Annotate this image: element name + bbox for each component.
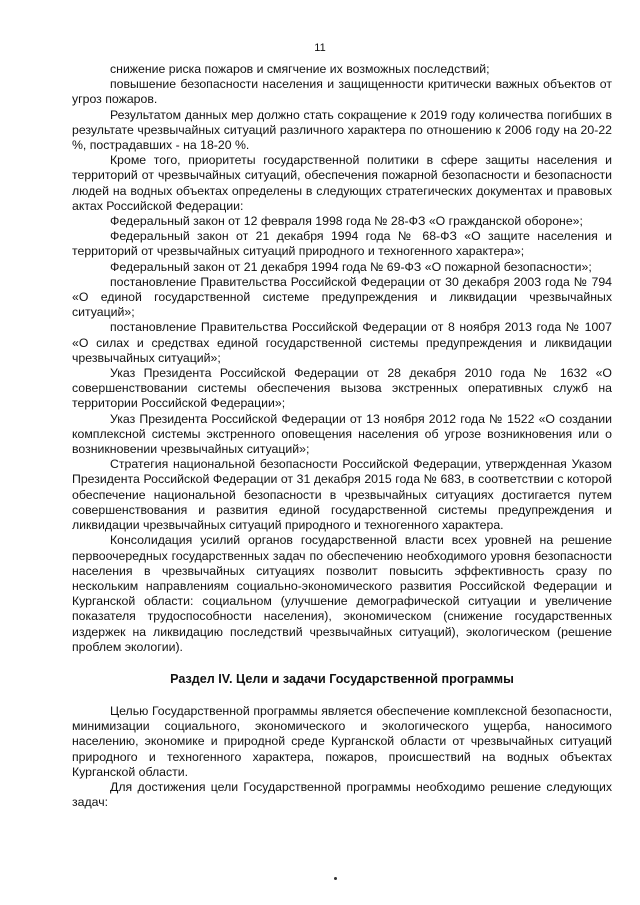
- paragraph: снижение риска пожаров и смягчение их возможных последствий;: [110, 62, 490, 76]
- paragraph: Стратегия национальной безопасности Российской Федерации, утвержденная Указом Президента Российской Федерации от 31 декабря 2015 года № 683, в соответствии с которой обеспечение национальной безопасности в чрезвычайных ситуациях достигается путем совершенствования и развития единой государственной системы предупреждения и ликвидации чрезвычайных ситуаций природного и техногенного характера.: [72, 457, 612, 533]
- paragraph: постановление Правительства Российской Федерации от 8 ноября 2013 года № 1007 «О силах и средствах единой государственной системы предупреждения и ликвидации чрезвычайных ситуаций»;: [72, 320, 612, 365]
- page-number: 11: [314, 42, 326, 54]
- paragraph: постановление Правительства Российской Федерации от 30 декабря 2003 года № 794 «О единой государственной системе предупреждения и ликвидации чрезвычайных ситуаций»;: [72, 274, 612, 320]
- paragraph: Указ Президента Российской Федерации от 28 декабря 2010 года № 1632 «О совершенствовании системы обеспечения вызова экстренных оперативных служб на территории Российской Федерации»;: [72, 366, 612, 411]
- paragraph: Для достижения цели Государственной программы необходимо решение следующих задач:: [72, 779, 612, 810]
- paragraph: Кроме того, приоритеты государственной политики в сфере защиты населения и территорий от чрезвычайных ситуаций, обеспечения пожарной безопасности и безопасности людей на водных объектах определены в следующих стратегических документах и правовых актах Российской Федерации:: [72, 153, 612, 213]
- paragraph: Указ Президента Российской Федерации от 13 ноября 2012 года № 1522 «О создании комплексной системы экстренного оповещения населения об угрозе возникновения или о возникновении чрезвычайных ситуаций»;: [72, 411, 612, 457]
- paragraph: Результатом данных мер должно стать сокращение к 2019 году количества погибших в результате чрезвычайных ситуаций различного характера по отношению к 2006 году на 20-22 %, пострадавших - на 18-20 %.: [72, 107, 612, 153]
- paragraph: повышение безопасности населения и защищенности критически важных объектов от угроз пожаров.: [72, 77, 612, 107]
- paragraph: Консолидация усилий органов государственной власти всех уровней на решение первоочередных государственных задач по обеспечению необходимого уровня безопасности населения в чрезвычайных ситуациях позволит повысить эффективность сразу по нескольким направлениям социально-экономического развития Российской Федерации и Курганской области: социальном (улучшение демографической ситуации и увеличение показателя трудоспособности населения), экономическом (снижение государственных издержек на ликвидацию последствий чрезвычайных ситуаций), экологическом (решение проблем экологии).: [72, 533, 612, 654]
- paragraph: Федеральный закон от 12 февраля 1998 года № 28-ФЗ «О гражданской обороне»;: [110, 214, 583, 229]
- document-body: [72, 62, 612, 810]
- paragraph: Федеральный закон от 21 декабря 1994 года № 68-ФЗ «О защите населения и территорий от чрезвычайных ситуаций природного и техногенного характера»;: [72, 229, 612, 259]
- section-heading: Раздел IV. Цели и задачи Государственной программы: [170, 671, 514, 686]
- paragraph: Федеральный закон от 21 декабря 1994 года № 69-ФЗ «О пожарной безопасности»;: [110, 259, 592, 274]
- scan-speck: [334, 877, 337, 880]
- paragraph: Целью Государственной программы является обеспечение комплексной безопасности, минимизации социального, экономического и экологического ущерба, наносимого населению, экономике и природной среде Курганской области от чрезвычайных ситуаций природного и техногенного характера, пожаров, происшествий на водных объектах Курганской области.: [72, 703, 612, 779]
